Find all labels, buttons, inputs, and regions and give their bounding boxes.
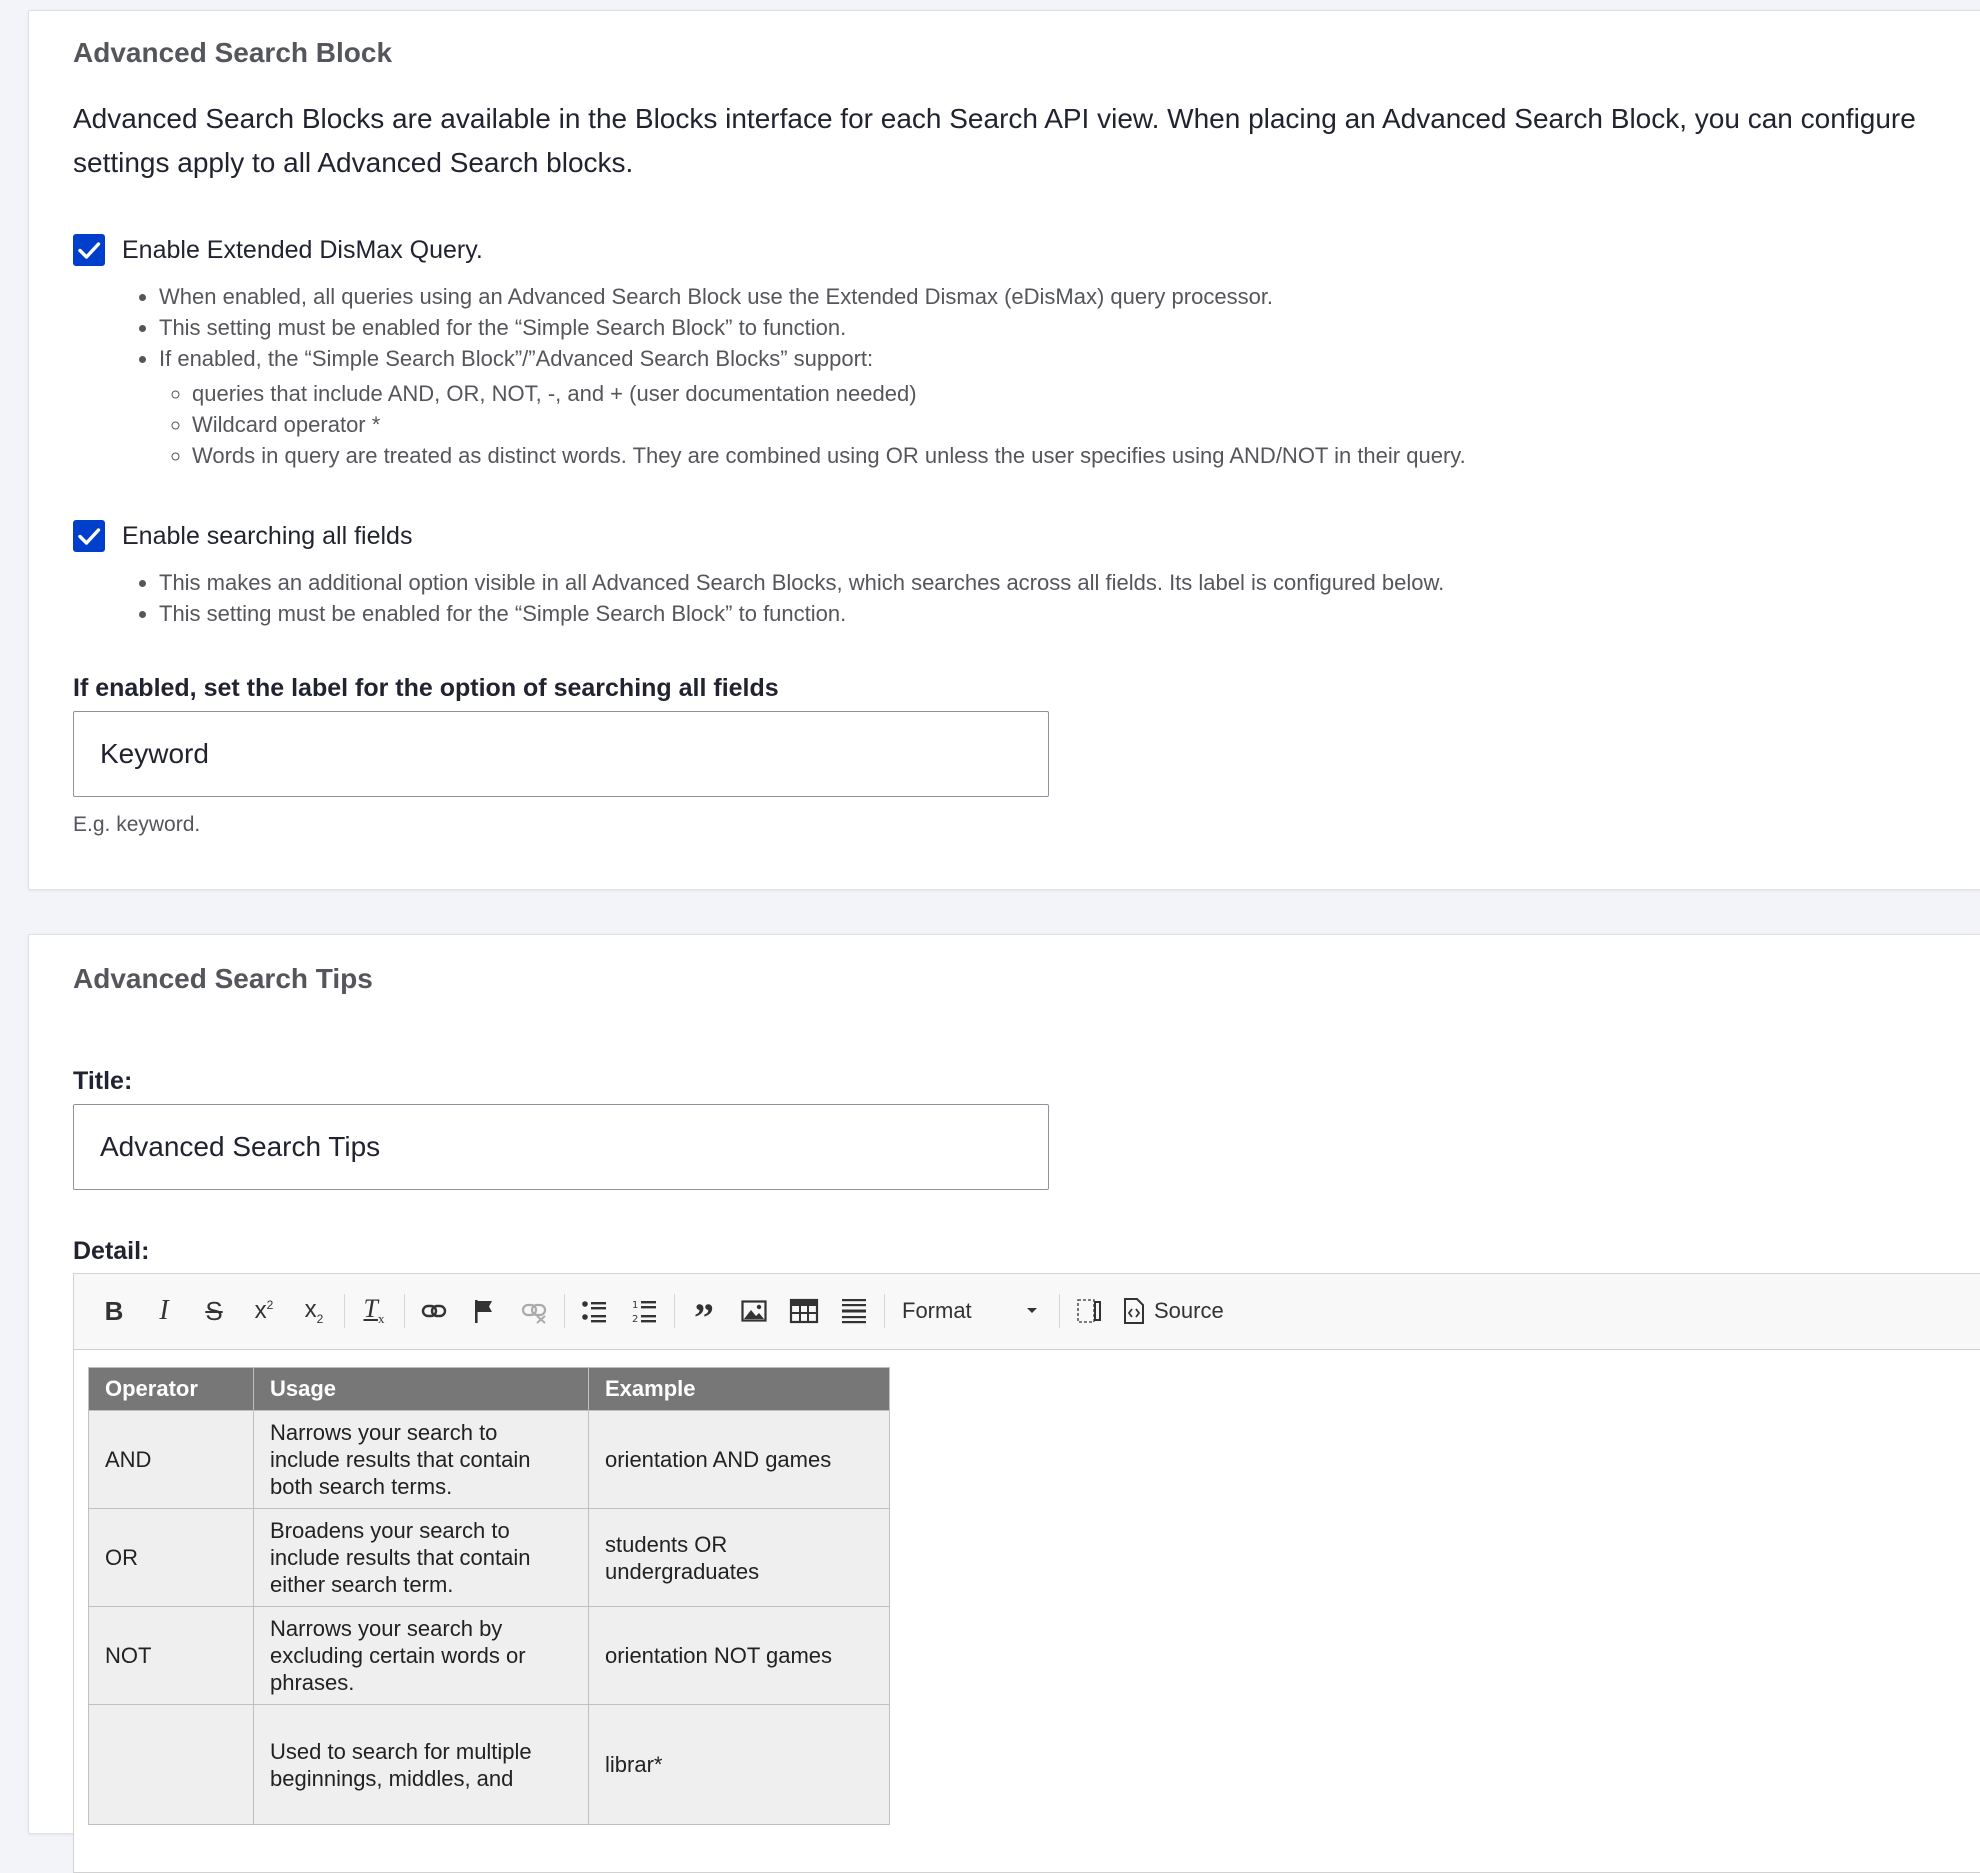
table-button[interactable]: [784, 1291, 824, 1331]
section-title: Advanced Search Tips: [73, 963, 373, 994]
dismax-checkbox-label[interactable]: Enable Extended DisMax Query.: [122, 236, 483, 264]
advanced-search-block-card: [28, 10, 1980, 890]
blockquote-button[interactable]: [684, 1291, 724, 1340]
table-cell-operator: [89, 1705, 254, 1825]
table-row: [89, 1411, 890, 1509]
strikethrough-icon: S: [205, 1295, 223, 1326]
unlink-icon: [520, 1297, 548, 1325]
table-cell-example: students OR undergraduates: [589, 1509, 890, 1607]
dismax-checkbox[interactable]: [73, 234, 105, 266]
bold-icon: B: [104, 1295, 124, 1326]
all-fields-label-field-label: If enabled, set the label for the option of searching all fields: [73, 674, 779, 702]
all-fields-label-input[interactable]: [73, 711, 1049, 797]
dismax-description: [129, 281, 1859, 471]
toolbar-separator: [564, 1294, 565, 1328]
all-fields-label-help: E.g. keyword.: [73, 813, 201, 836]
numbered-list-button[interactable]: [624, 1291, 664, 1331]
description-item-text: If enabled, the “Simple Search Block”/”Advanced Search Blocks” support:: [159, 346, 874, 371]
description-subitem: ◦ queries that include AND, OR, NOT, -, and + (user documentation needed): [192, 378, 1859, 409]
toolbar-separator: [1059, 1294, 1060, 1328]
italic-icon: I: [159, 1295, 169, 1326]
table-header-cell: Example: [589, 1368, 890, 1411]
search-all-fields-checkbox[interactable]: [73, 520, 105, 552]
table-cell-example: orientation AND games: [589, 1411, 890, 1509]
table-cell-usage: Used to search for multiple beginnings, middles, and: [254, 1705, 589, 1825]
table-cell-operator: AND: [89, 1411, 254, 1509]
table-cell-example: orientation NOT games: [589, 1607, 890, 1705]
table-cell-operator: OR: [89, 1509, 254, 1607]
svg-text:2: 2: [632, 1314, 639, 1325]
toolbar-separator: [884, 1294, 885, 1328]
toolbar-separator: [344, 1294, 345, 1328]
table-header-cell: Usage: [254, 1368, 589, 1411]
detail-field-label: Detail:: [73, 1237, 150, 1265]
subscript-icon: $x_2$: [304, 1296, 324, 1326]
description-item: • When enabled, all queries using an Advanced Search Block use the Extended Dismax (eDisMax) query processor.: [159, 281, 1859, 312]
remove-format-icon: $T_x$: [363, 1294, 385, 1327]
title-input[interactable]: [73, 1104, 1049, 1190]
description-item: [159, 343, 1859, 471]
table-header-cell: Operator: [89, 1368, 254, 1411]
intro-text-line-2: settings apply to all Advanced Search blocks.: [73, 147, 634, 178]
horizontal-line-button[interactable]: [834, 1291, 874, 1331]
format-dropdown-label: Format: [902, 1298, 972, 1323]
rich-text-editor[interactable]: [73, 1273, 1980, 1873]
show-blocks-icon: [1075, 1297, 1103, 1325]
checkmark-icon: [73, 520, 105, 552]
description-subitem: ◦ Wildcard operator *: [192, 409, 1859, 440]
link-button[interactable]: [414, 1291, 454, 1331]
chevron-down-icon: [1026, 1307, 1038, 1315]
table-header-row: [89, 1368, 890, 1411]
title-field-label: Title:: [73, 1067, 133, 1095]
source-button[interactable]: [1122, 1291, 1224, 1331]
editor-toolbar: [74, 1274, 1980, 1350]
format-dropdown[interactable]: [896, 1291, 1044, 1331]
supported-features-list: [159, 378, 1859, 471]
link-icon: [420, 1297, 448, 1325]
all-fields-description: [129, 567, 1859, 629]
remove-format-button[interactable]: [354, 1291, 394, 1331]
table-row: [89, 1705, 890, 1825]
quote-icon: ”: [694, 1295, 714, 1340]
subscript-button[interactable]: [294, 1291, 334, 1331]
description-item: • This setting must be enabled for the “Simple Search Block” to function.: [159, 598, 1859, 629]
table-cell-operator: NOT: [89, 1607, 254, 1705]
horizontal-line-icon: [840, 1297, 868, 1325]
svg-text:1: 1: [632, 1300, 639, 1311]
superscript-icon: $x^2$: [254, 1297, 274, 1324]
search-all-fields-label[interactable]: Enable searching all fields: [122, 522, 413, 550]
operators-table[interactable]: [88, 1367, 890, 1825]
toolbar-separator: [404, 1294, 405, 1328]
table-cell-example: librar*: [589, 1705, 890, 1825]
checkmark-icon: [73, 234, 105, 266]
description-subitem: ◦ Words in query are treated as distinct words. They are combined using OR unless the user specifies using AND/NOT in their query.: [192, 440, 1859, 471]
description-item: • This setting must be enabled for the “Simple Search Block” to function.: [159, 312, 1859, 343]
toolbar-separator: [674, 1294, 675, 1328]
numbered-list-icon: [630, 1297, 658, 1325]
source-button-label: Source: [1154, 1298, 1224, 1323]
show-blocks-button[interactable]: [1069, 1291, 1109, 1331]
advanced-search-tips-card: [28, 934, 1980, 1834]
table-cell-usage: Broadens your search to include results that contain either search term.: [254, 1509, 589, 1607]
source-icon: [1122, 1297, 1146, 1325]
flag-icon: [470, 1297, 498, 1325]
description-item: • This makes an additional option visible in all Advanced Search Blocks, which searches across all fields. Its label is configured below.: [159, 567, 1859, 598]
anchor-button[interactable]: [464, 1291, 504, 1331]
table-row: [89, 1607, 890, 1705]
bold-button[interactable]: [94, 1291, 134, 1331]
table-cell-usage: Narrows your search to include results that contain both search terms.: [254, 1411, 589, 1509]
table-row: [89, 1509, 890, 1607]
italic-button[interactable]: [144, 1291, 184, 1331]
bulleted-list-button[interactable]: [574, 1291, 614, 1331]
unlink-button[interactable]: [514, 1291, 554, 1331]
strikethrough-button[interactable]: [194, 1291, 234, 1331]
bulleted-list-icon: [580, 1297, 608, 1325]
image-icon: [740, 1297, 768, 1325]
section-title: Advanced Search Block: [73, 37, 393, 68]
table-cell-usage: Narrows your search by excluding certain words or phrases.: [254, 1607, 589, 1705]
image-button[interactable]: [734, 1291, 774, 1331]
intro-text-line-1: Advanced Search Blocks are available in the Blocks interface for each Search API view. When placing an Advanced Search Block, you can configure: [73, 103, 1916, 134]
superscript-button[interactable]: [244, 1291, 284, 1331]
table-icon: [789, 1297, 819, 1325]
